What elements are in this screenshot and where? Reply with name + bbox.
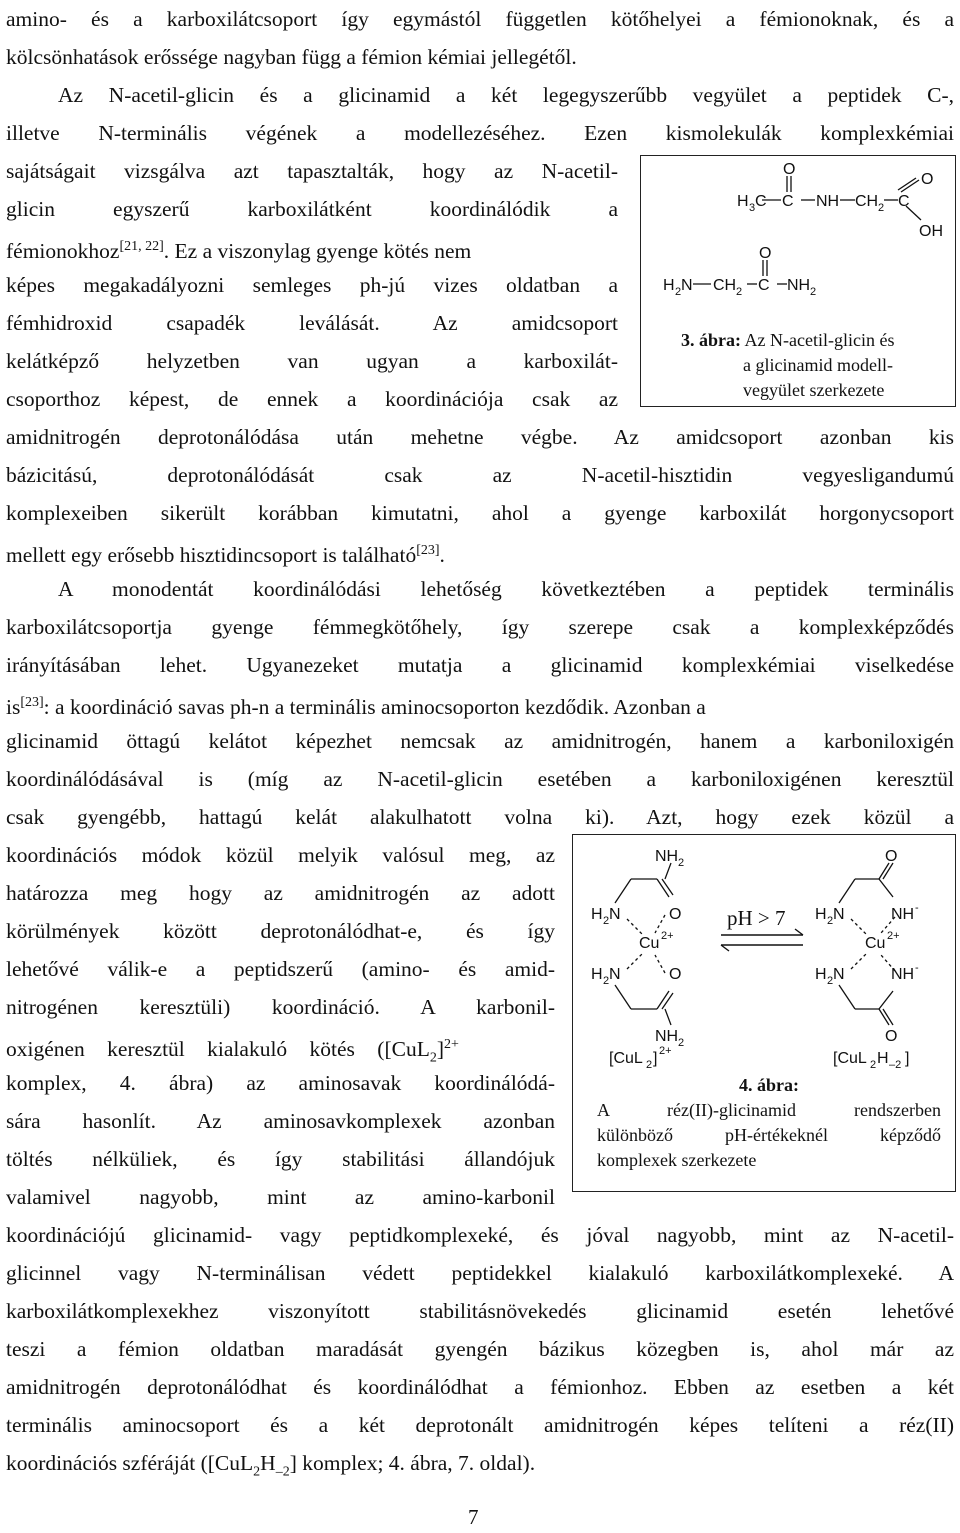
- arrow-label: pH > 7: [727, 906, 786, 930]
- svg-text:[CuL: [CuL: [833, 1050, 867, 1067]
- text-line: [6, 532, 445, 570]
- figure-4-caption: [573, 1073, 955, 1173]
- svg-text:C: C: [782, 193, 794, 210]
- svg-text:CH: CH: [855, 193, 879, 210]
- svg-text:2: 2: [678, 857, 685, 869]
- structure-diagram: [641, 156, 955, 326]
- text-line: glicin egyszerű karboxilátként koordinálódik a: [6, 197, 618, 221]
- text-line: töltés nélküliek, és így stabilitási állandójuk: [6, 1147, 555, 1171]
- text-line: csoporthoz képest, de ennek a koordinációja csak az: [6, 387, 618, 411]
- svg-text:2+: 2+: [887, 930, 900, 942]
- text-fragment: H: [260, 1451, 276, 1475]
- svg-text:H: H: [737, 193, 749, 210]
- text-line: körülmények között deprotonálódhat-e, és így: [6, 919, 555, 943]
- svg-text:2: 2: [646, 1059, 653, 1071]
- svg-text:NH: NH: [655, 1028, 679, 1045]
- svg-text:N: N: [681, 277, 693, 294]
- text-line: karboxilátkomplexekhez viszonyított stabilitásnövekedés glicinamid esetén lehetővé: [6, 1299, 954, 1323]
- svg-text:N: N: [609, 966, 621, 983]
- svg-text:O: O: [885, 1028, 898, 1045]
- svg-text:2: 2: [603, 915, 610, 927]
- svg-text:2: 2: [736, 286, 743, 298]
- svg-text:H: H: [815, 906, 827, 923]
- svg-text:]: ]: [653, 1050, 658, 1067]
- text-fragment: .: [439, 543, 445, 568]
- text-fragment: : a koordináció savas ph-n a terminális aminocsoporton kezdődik. Azonban a: [43, 695, 706, 720]
- svg-text:H: H: [877, 1050, 889, 1067]
- glycinamide-structure: [693, 260, 787, 284]
- text-line: karboxilátcsoportja gyenge fémmegkötőhely, így szerepe csak a komplexképződés: [6, 615, 954, 639]
- svg-text:O: O: [669, 906, 682, 923]
- svg-text:2: 2: [827, 915, 834, 927]
- text-line: [6, 1444, 535, 1482]
- subscript: 2: [429, 1050, 437, 1066]
- caption-label: 4. ábra:: [739, 1075, 799, 1095]
- text-fragment: ]: [436, 1037, 445, 1062]
- text-line: koordinálódásával is (míg az N-acetil-glicin esetében a karboniloxigénen keresztül: [6, 767, 954, 791]
- svg-text:C: C: [898, 193, 910, 210]
- text-fragment: mellett egy erősebb hisztidincsoport is található: [6, 543, 417, 568]
- caption-text: A réz(II)-glicinamid rendszerben: [597, 1100, 941, 1120]
- text-line: határozza meg hogy az amidnitrogén az adott: [6, 881, 555, 905]
- text-fragment: koordinációs szféráját ([CuL: [6, 1451, 254, 1475]
- svg-text:C: C: [755, 193, 767, 210]
- text-line: sára hasonlít. Az aminosavkomplexek azonban: [6, 1109, 555, 1133]
- svg-text:O: O: [783, 161, 796, 178]
- svg-text:2: 2: [810, 286, 817, 298]
- text-line: glicinnel vagy N-terminálisan védett peptidekkel kialakuló karboxilátkomplexeké. A: [6, 1261, 954, 1285]
- svg-text:H: H: [591, 966, 603, 983]
- svg-text:2: 2: [678, 1037, 685, 1049]
- svg-text:Cu: Cu: [639, 935, 660, 952]
- svg-text:-: -: [915, 902, 919, 914]
- text-line: koordinációs módok közül melyik valósul meg, az: [6, 843, 555, 867]
- svg-text:]: ]: [905, 1050, 910, 1067]
- text-line: amidnitrogén deprotonálódhat és koordinálódhat a fémionhoz. Ebben az esetben a két: [6, 1375, 954, 1399]
- text-line: képes megakadályozni semleges ph-jú vizes oldatban a: [6, 273, 618, 297]
- subscript: 2: [253, 1464, 261, 1480]
- svg-text:–2: –2: [889, 1059, 902, 1071]
- caption-label: 3. ábra:: [681, 330, 741, 350]
- complex-diagram: [573, 835, 955, 1075]
- svg-text:3: 3: [749, 202, 756, 214]
- svg-text:H: H: [663, 277, 675, 294]
- text-line: komplexeiben sikerült korábban kimutatni, ahol a gyenge karboxilát horgonycsoport: [6, 501, 954, 525]
- caption-text: Az N-acetil-glicin és: [744, 330, 895, 350]
- subscript: –2: [275, 1464, 290, 1480]
- svg-text:O: O: [759, 245, 772, 262]
- text-fragment: oxigénen keresztül kialakuló kötés ([CuL: [6, 1037, 430, 1062]
- svg-text:2: 2: [870, 1059, 877, 1071]
- text-fragment: fémionokhoz: [6, 239, 120, 264]
- text-fragment: is: [6, 695, 21, 720]
- figure-4: [572, 834, 956, 1192]
- text-line: valamivel nagyobb, mint az amino-karbonil: [6, 1185, 555, 1209]
- svg-text:2+: 2+: [661, 930, 674, 942]
- svg-text:NH: NH: [891, 966, 915, 983]
- text-line: illetve N-terminális végének a modellezéséhez. Ezen kismolekulák komplexkémiai: [6, 121, 954, 145]
- left-complex-atoms: [591, 848, 684, 1071]
- text-line: komplex, 4. ábra) az aminosavak koordinálódá-: [6, 1071, 555, 1095]
- text-line: amino- és a karboxilátcsoport így egymástól független kötőhelyei a fémionoknak, és a: [6, 7, 954, 31]
- text-line: teszi a fémion oldatban maradását gyengén bázikus közegben is, ahol már az: [6, 1337, 954, 1361]
- text-line: lehetővé válik-e a peptidszerű (amino- és amid-: [6, 957, 555, 981]
- svg-text:N: N: [609, 906, 621, 923]
- svg-text:CH: CH: [713, 277, 737, 294]
- text-line: irányításában lehet. Ugyanezeket mutatja a glicinamid komplexkémiai viselkedése: [6, 653, 954, 677]
- figure-3-caption: [641, 328, 955, 403]
- text-line: [6, 684, 706, 722]
- svg-text:Cu: Cu: [865, 935, 886, 952]
- caption-text: a glicinamid modell-: [743, 355, 893, 375]
- svg-text:N: N: [833, 966, 845, 983]
- citation: [21, 22]: [119, 239, 164, 254]
- equilibrium-arrow-icon: [721, 929, 803, 951]
- text-line: glicinamid öttagú kelátot képezhet nemcsak az amidnitrogén, hanem a karboniloxigén: [6, 729, 954, 753]
- caption-text: komplexek szerkezete: [597, 1150, 757, 1170]
- text-line: koordinációjú glicinamid- vagy peptidkomplexeké, és jóval nagyobb, mint az N-acetil-: [6, 1223, 954, 1247]
- svg-text:2+: 2+: [659, 1045, 672, 1057]
- text-line: sajátságait vizsgálva azt tapasztalták, hogy az N-acetil-: [6, 159, 618, 183]
- caption-text: vegyület szerkezete: [743, 380, 885, 400]
- svg-text:NH: NH: [787, 277, 811, 294]
- glycinamide-atoms: [663, 245, 816, 298]
- svg-text:2: 2: [878, 202, 885, 214]
- svg-text:[CuL: [CuL: [609, 1050, 643, 1067]
- text-line: Az N-acetil-glicin és a glicinamid a két legegyszerűbb vegyület a peptidek C-,: [58, 83, 954, 107]
- svg-text:O: O: [669, 966, 682, 983]
- svg-text:O: O: [921, 171, 934, 188]
- text-line: kelátképző helyzetben van ugyan a karboxilát-: [6, 349, 618, 373]
- svg-text:2: 2: [603, 975, 610, 987]
- superscript: 2+: [444, 1037, 459, 1052]
- text-line: [6, 1026, 555, 1064]
- text-line: nitrogénen keresztüli) koordináció. A karbonil-: [6, 995, 555, 1019]
- caption-text: különböző pH-értékeknél képződő: [597, 1125, 941, 1145]
- citation: [23]: [20, 695, 44, 710]
- svg-text:NH: NH: [655, 848, 679, 865]
- text-fragment: ] komplex; 4. ábra, 7. oldal).: [289, 1451, 536, 1475]
- svg-text:N: N: [833, 906, 845, 923]
- page-number: 7: [468, 1505, 479, 1529]
- text-line: fémhidroxid csapadék leválását. Az amidcsoport: [6, 311, 618, 335]
- svg-text:2: 2: [827, 975, 834, 987]
- svg-text:H: H: [815, 966, 827, 983]
- citation: [23]: [416, 543, 440, 558]
- text-line: terminális aminocsoport és a két deprotonált amidnitrogén képes telíteni a réz(II): [6, 1413, 954, 1437]
- right-complex-atoms: [815, 848, 919, 1071]
- text-line: A monodentát koordinálódási lehetőség következtében a peptidek terminális: [58, 577, 954, 601]
- text-line: [6, 228, 471, 266]
- svg-text:C: C: [758, 277, 770, 294]
- svg-text:OH: OH: [919, 223, 943, 240]
- svg-text:-: -: [915, 962, 919, 974]
- svg-text:O: O: [885, 848, 898, 865]
- text-line: bázicitású, deprotonálódását csak az N-acetil-hisztidin vegyesligandumú: [6, 463, 954, 487]
- text-line: csak gyengébb, hattagú kelát alakulhatott volna ki). Azt, hogy ezek közül a: [6, 805, 954, 829]
- svg-text:H: H: [591, 906, 603, 923]
- text-line: kölcsönhatások erőssége nagyban függ a fémion kémiai jellegétől.: [6, 45, 577, 69]
- svg-text:NH: NH: [816, 193, 840, 210]
- text-line: amidnitrogén deprotonálódása után mehetne végbe. Az amidcsoport azonban kis: [6, 425, 954, 449]
- svg-text:2: 2: [675, 286, 682, 298]
- text-fragment: . Ez a viszonylag gyenge kötés nem: [163, 239, 472, 264]
- svg-text:NH: NH: [891, 906, 915, 923]
- figure-3: [640, 155, 956, 407]
